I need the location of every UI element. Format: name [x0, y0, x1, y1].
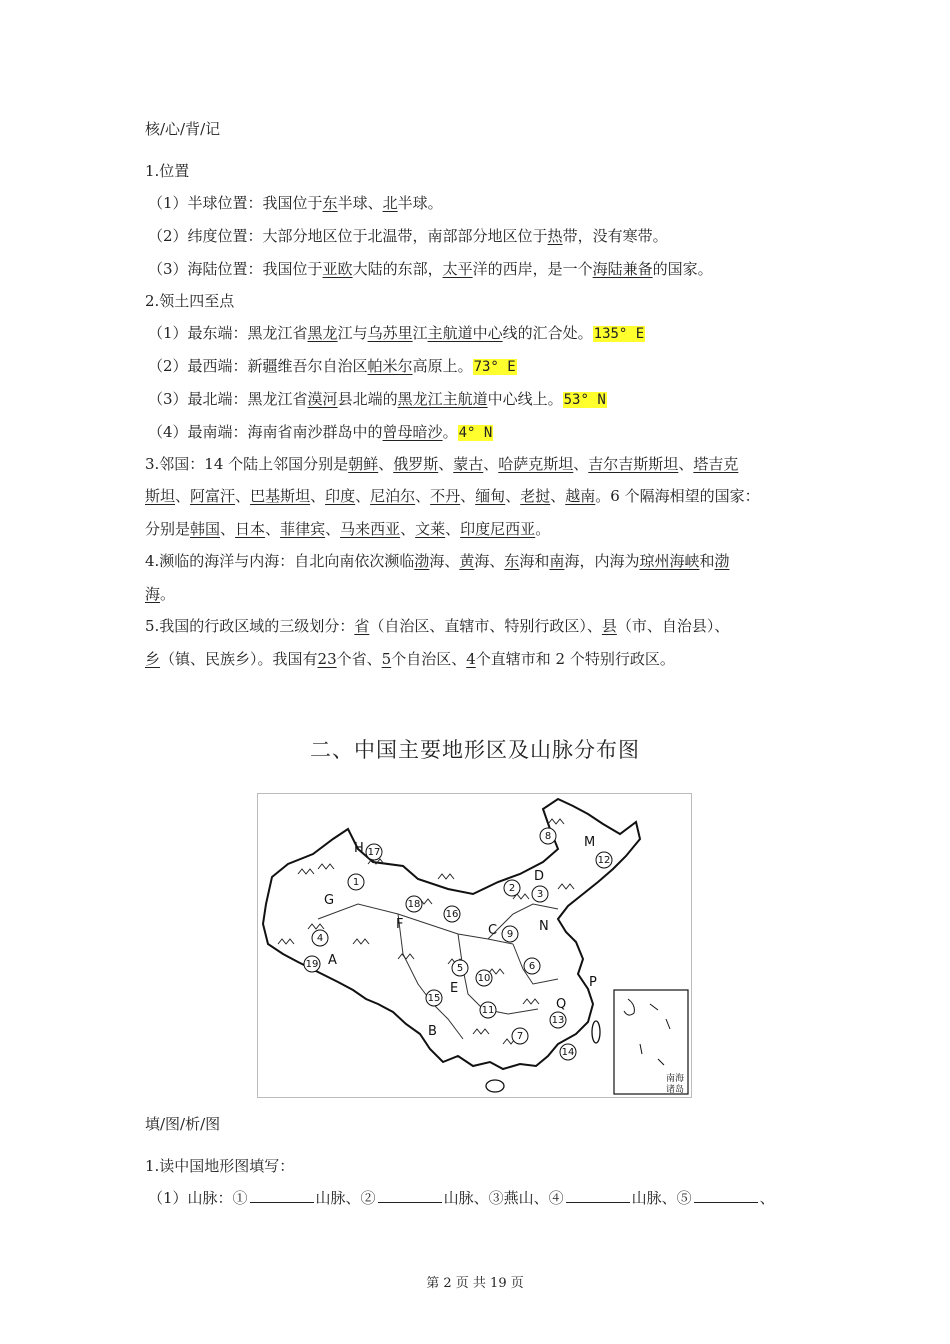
blank-4[interactable]	[566, 1188, 630, 1203]
map-number-label: 16	[445, 909, 459, 920]
map-number-label: 7	[516, 1031, 524, 1042]
inset-label-1: 南海	[666, 1074, 685, 1084]
neighbors-line-3: 分别是韩国、日本、菲律宾、马来西亚、文莱、印度尼西亚。	[145, 520, 551, 538]
section-1-title: 1.位置	[145, 162, 190, 180]
section-title: 二、中国主要地形区及山脉分布图	[310, 738, 640, 762]
blank-1[interactable]	[250, 1188, 314, 1203]
map-number-label: 4	[316, 933, 324, 944]
map-number-label: 5	[456, 963, 464, 974]
map-number-label: 6	[528, 961, 536, 972]
admin-line-2: 乡（镇、民族乡）。我国有23个省、5个自治区、4个直辖市和 2 个特别行政区。	[145, 650, 675, 668]
map-number-label: 18	[407, 899, 421, 910]
neighbors-line-2: 斯坦、阿富汗、巴基斯坦、印度、尼泊尔、不丹、缅甸、老挝、越南。6 个隔海相望的国家：	[145, 487, 760, 505]
admin-line-1: 5.我国的行政区域的三级划分：省（自治区、直辖市、特别行政区）、县（市、自治县）、	[145, 617, 730, 635]
map-number-label: 14	[561, 1047, 575, 1058]
map-region-label: H	[354, 841, 364, 856]
east-point-line: （1）最东端：黑龙江省黑龙江与乌苏里江主航道中心线的汇合处。135° E	[148, 324, 645, 342]
west-longitude-highlight: 73° E	[473, 359, 516, 375]
exercise-heading: 填/图/析/图	[145, 1115, 221, 1133]
map-number-label: 2	[508, 883, 516, 894]
map-number-label: 17	[367, 847, 381, 858]
south-latitude-highlight: 4° N	[458, 425, 493, 441]
west-point-line: （2）最西端：新疆维吾尔自治区帕米尔高原上。73° E	[148, 357, 516, 375]
hemisphere-line: （1）半球位置：我国位于东半球、北半球。	[148, 194, 443, 212]
map-number-label: 1	[352, 877, 360, 888]
inset-label-2: 诸岛	[666, 1085, 685, 1095]
map-number-label: 19	[305, 959, 319, 970]
section-2-title: 2.领土四至点	[145, 292, 235, 310]
china-terrain-map	[257, 793, 692, 1098]
neighbors-line-1: 3.邻国：14 个陆上邻国分别是朝鲜、俄罗斯、蒙古、哈萨克斯坦、吉尔吉斯斯坦、塔吉克	[145, 455, 739, 473]
taiwan-island	[592, 1021, 600, 1043]
seas-line-1: 4.濒临的海洋与内海：自北向南依次濒临渤海、黄海、东海和南海，内海为琼州海峡和渤	[145, 552, 730, 570]
region-boundaries	[318, 904, 558, 1039]
map-number-label: 12	[597, 855, 611, 866]
map-region-label: N	[539, 919, 549, 934]
south-point-line: （4）最南端：海南省南沙群岛中的曾母暗沙。4° N	[148, 423, 493, 441]
question-1-mountains-line: （1）山脉：① 山脉、② 山脉、③燕山、④ 山脉、⑤ 、	[148, 1189, 775, 1207]
map-region-label: P	[589, 975, 597, 990]
latitude-line: （2）纬度位置：大部分地区位于北温带，南部部分地区位于热带，没有寒带。	[148, 227, 668, 245]
map-number-label: 10	[477, 973, 491, 984]
east-longitude-highlight: 135° E	[593, 326, 645, 342]
map-region-label: D	[534, 869, 545, 884]
question-1-title: 1.读中国地形图填写：	[145, 1157, 295, 1175]
map-region-label: B	[428, 1024, 437, 1039]
page-footer: 第 2 页 共 19 页	[426, 1276, 524, 1291]
blank-5[interactable]	[694, 1188, 758, 1203]
land-sea-line: （3）海陆位置：我国位于亚欧大陆的东部，太平洋的西岸，是一个海陆兼备的国家。	[148, 260, 713, 278]
map-number-label: 9	[506, 929, 514, 940]
map-number-label: 15	[427, 993, 441, 1004]
north-point-line: （3）最北端：黑龙江省漠河县北端的黑龙江主航道中心线上。53° N	[148, 390, 606, 408]
map-region-label: E	[450, 981, 459, 996]
map-region-label: F	[396, 917, 404, 932]
heading-core-memory: 核/心/背/记	[145, 120, 221, 138]
map-drawing	[258, 794, 691, 1097]
map-region-label: C	[488, 923, 498, 938]
map-number-label: 13	[551, 1015, 565, 1026]
map-region-label: M	[584, 835, 596, 850]
north-latitude-highlight: 53° N	[563, 392, 606, 408]
map-region-label: Q	[556, 997, 567, 1012]
hainan-island	[486, 1080, 504, 1092]
seas-line-2: 海。	[145, 585, 176, 603]
blank-2[interactable]	[378, 1188, 442, 1203]
map-number-label: 3	[536, 889, 544, 900]
map-number-label: 8	[544, 831, 552, 842]
map-number-label: 11	[481, 1005, 495, 1016]
map-region-label: A	[328, 953, 337, 968]
map-region-label: G	[324, 893, 335, 908]
